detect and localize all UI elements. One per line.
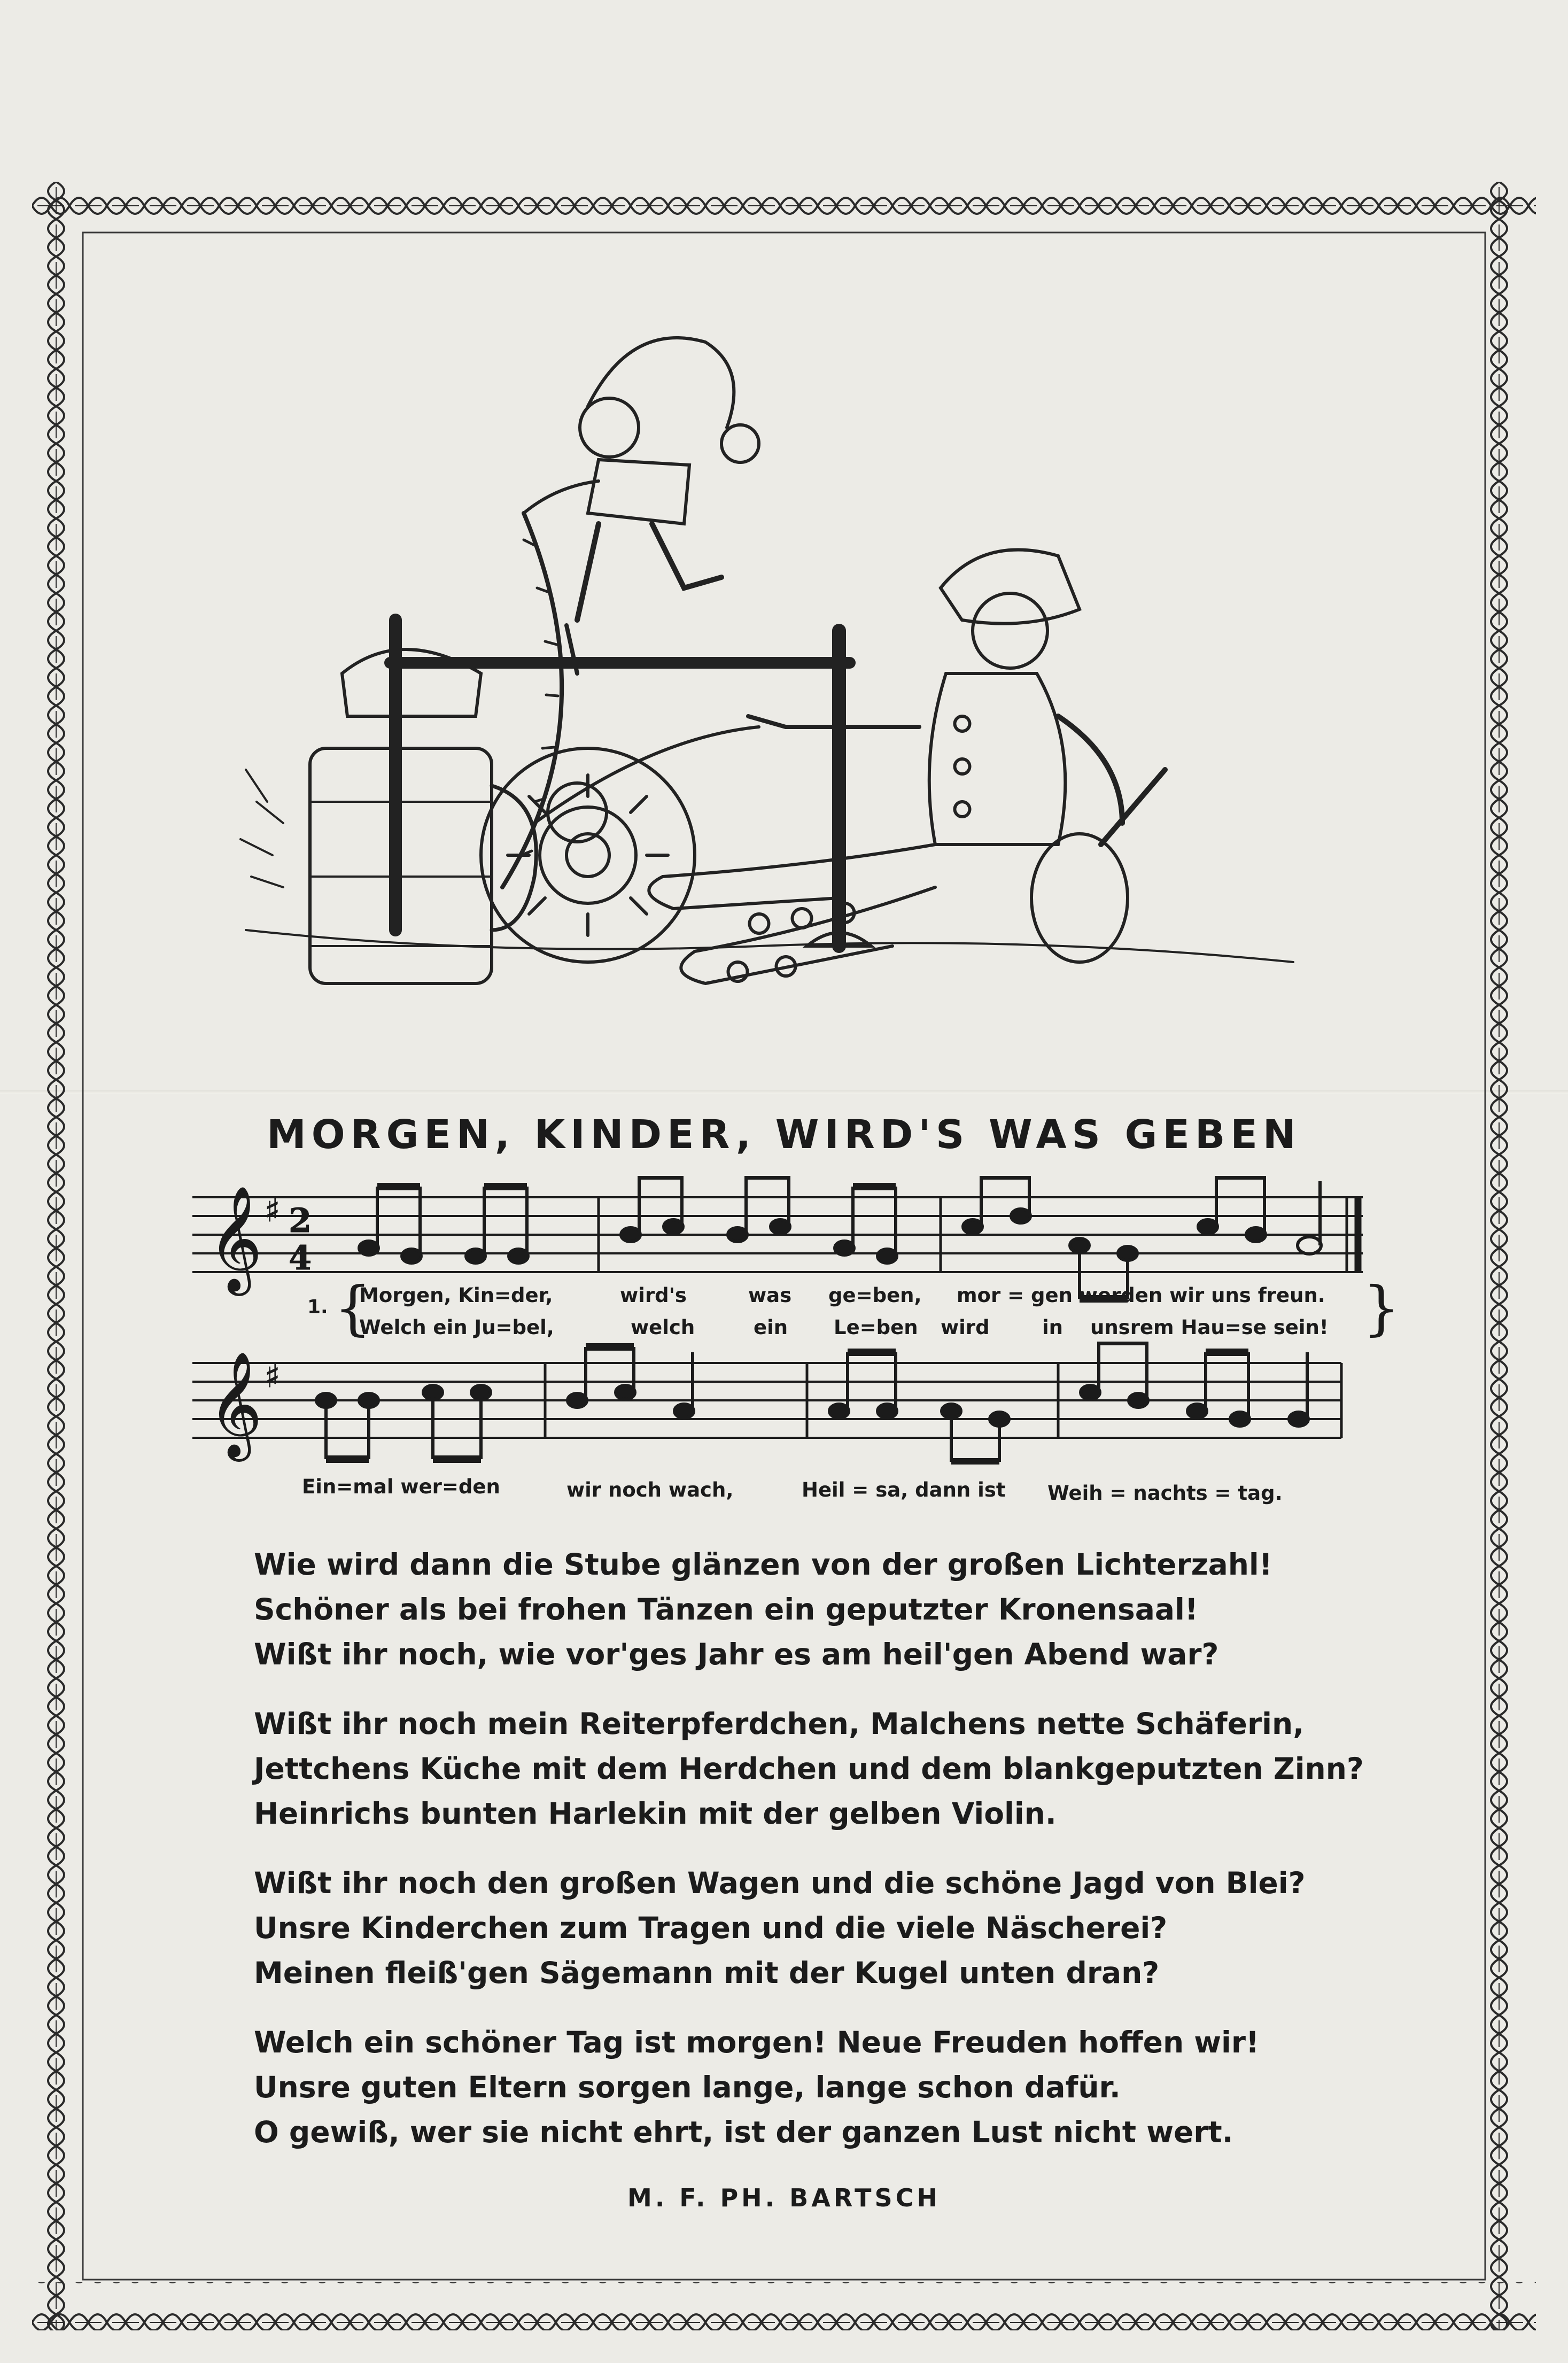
stanza-line: Wißt ihr noch mein Reiterpferdchen, Malchens nette Schäferin, — [254, 1707, 1305, 1741]
stanza-line: Wißt ihr noch, wie vor'ges Jahr es am heil'gen Abend war? — [254, 1637, 1219, 1671]
verse-number: 1. — [307, 1296, 328, 1318]
stanza — [254, 1701, 1376, 1836]
lyric-row1b-word: Le=ben — [834, 1316, 918, 1339]
lyric-row2-word: Ein=mal wer=den — [302, 1475, 500, 1498]
lyric-row1b-word: in — [1042, 1316, 1064, 1339]
svg-text:♯: ♯ — [265, 1358, 281, 1395]
stanza-line: Wißt ihr noch den großen Wagen und die schöne Jagd von Blei? — [254, 1866, 1306, 1900]
lyric-row1a-word: Morgen, Kin=der, — [359, 1284, 553, 1307]
lyric-row1a-word: mor = gen werden wir uns freun. — [957, 1284, 1325, 1307]
stanza — [254, 2020, 1376, 2155]
stanza-line: Jettchens Küche mit dem Herdchen und dem blankgeputzten Zinn? — [254, 1752, 1364, 1786]
lyric-row1b-word: welch — [631, 1316, 695, 1339]
svg-text:2: 2 — [289, 1201, 312, 1240]
stanza-line: Meinen fleiß'gen Sägemann mit der Kugel unten dran? — [254, 1956, 1160, 1990]
lyric-row2-word: Heil = sa, dann ist — [802, 1478, 1006, 1501]
stanza — [254, 1542, 1376, 1677]
author-credit: M. F. PH. BARTSCH — [627, 2183, 941, 2212]
svg-text:𝄞: 𝄞 — [208, 1351, 262, 1457]
lyric-row1a-word: was — [748, 1284, 792, 1307]
music-staff-2 — [192, 1342, 1363, 1465]
stanza-line: Unsre Kinderchen zum Tragen und die viele Näscherei? — [254, 1911, 1168, 1945]
stanza-line: O gewiß, wer sie nicht ehrt, ist der ganzen Lust nicht wert. — [254, 2115, 1233, 2149]
lyric-brace-right: } — [1363, 1274, 1400, 1342]
lyric-brace-left: { — [334, 1274, 371, 1342]
stanza-line: Welch ein schöner Tag ist morgen! Neue Freuden hoffen wir! — [254, 2025, 1260, 2059]
lyric-row2-word: Weih = nachts = tag. — [1047, 1482, 1283, 1505]
stanza-line: Schöner als bei frohen Tänzen ein geputzter Kronensaal! — [254, 1592, 1198, 1626]
lyric-row1b-word: wird — [941, 1316, 990, 1339]
svg-text:4: 4 — [289, 1238, 312, 1277]
lyric-row1a-word: wird's — [620, 1284, 687, 1307]
stanza-line: Heinrichs bunten Harlekin mit der gelben Violin. — [254, 1796, 1057, 1831]
svg-text:𝄞: 𝄞 — [208, 1186, 262, 1291]
stanza-line: Wie wird dann die Stube glänzen von der großen Lichterzahl! — [254, 1547, 1272, 1582]
lyric-row1b-word: ein — [754, 1316, 788, 1339]
stanza-line: Unsre guten Eltern sorgen lange, lange schon dafür. — [254, 2070, 1121, 2104]
stanza — [254, 1861, 1376, 1995]
lyric-row2-word: wir noch wach, — [566, 1478, 734, 1501]
song-title: MORGEN, KINDER, WIRD'S WAS GEBEN — [267, 1112, 1301, 1158]
toy-illustration — [224, 289, 1325, 1069]
lyric-row1b-word: unsrem Hau=se sein! — [1090, 1316, 1329, 1339]
svg-text:♯: ♯ — [265, 1192, 281, 1229]
lyric-row1b-word: Welch ein Ju=bel, — [359, 1316, 554, 1339]
stanzas — [254, 1542, 1376, 2179]
lyric-row1a-word: ge=ben, — [828, 1284, 922, 1307]
